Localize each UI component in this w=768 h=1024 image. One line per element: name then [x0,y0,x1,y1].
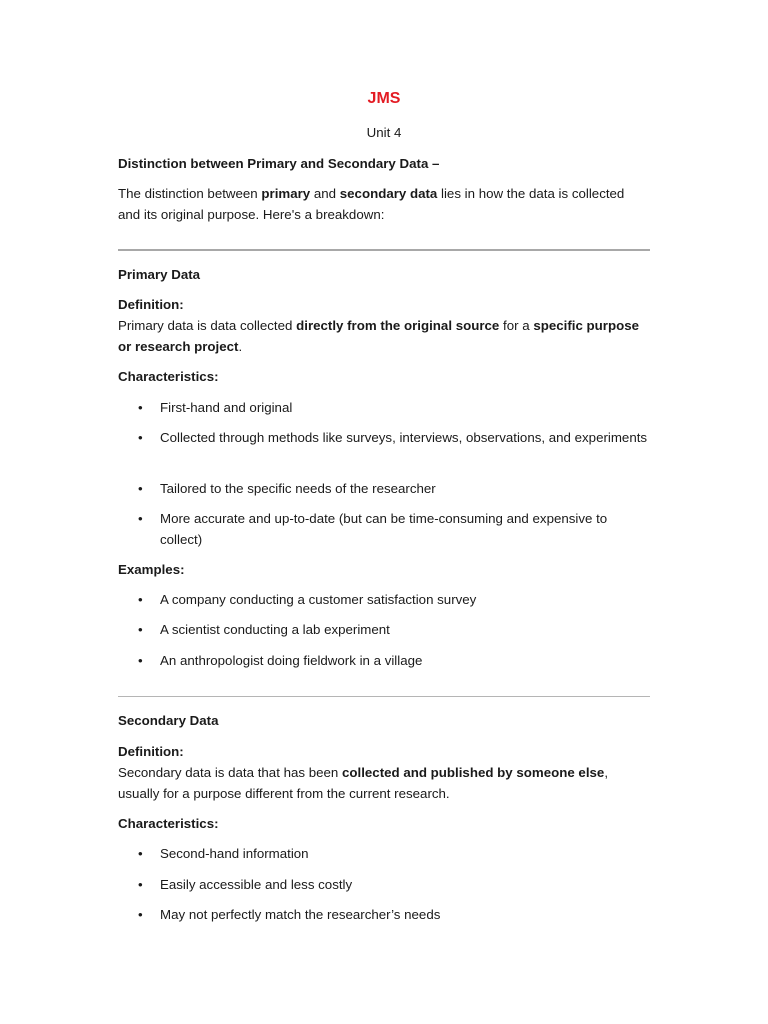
primary-characteristics-list [118,398,650,419]
secondary-data-heading: Secondary Data [118,713,219,728]
bullet-icon: • [138,846,143,861]
list-item: • First-hand and original [118,398,650,419]
secondary-definition-label: Definition: [118,744,184,759]
list-item: • Second-hand information [118,844,650,865]
secondary-definition-text: Secondary data is data that has been collected and published by someone else, usually for a purpose different from the current research. [118,765,609,801]
list-item: • A scientist conducting a lab experiment [118,620,650,641]
list-item: • An anthropologist doing fieldwork in a village [118,651,650,672]
divider [118,249,650,251]
section-heading: Distinction between Primary and Secondary Data – [118,156,440,171]
primary-examples-list [118,590,650,611]
bullet-icon: • [138,653,143,668]
bullet-icon: • [138,511,143,526]
bullet-icon: • [138,481,143,496]
bullet-icon: • [138,592,143,607]
bullet-icon: • [138,907,143,922]
primary-characteristics-label: Characteristics: [118,369,219,384]
primary-examples-label: Examples: [118,562,185,577]
list-item: • More accurate and up-to-date (but can be time-consuming and expensive to collect) [138,511,608,547]
primary-characteristics-list [118,479,650,500]
list-item: • Collected through methods like surveys, interviews, observations, and experiments [118,428,650,449]
secondary-characteristics-list [118,844,650,865]
primary-definition-label: Definition: [118,297,184,312]
primary-characteristics-list [118,428,650,449]
list-item: • A company conducting a customer satisfaction survey [118,590,650,611]
bullet-icon: • [138,877,143,892]
secondary-characteristics-list [118,875,650,896]
primary-data-heading: Primary Data [118,267,201,282]
bullet-icon: • [138,400,143,415]
primary-examples-list [118,620,650,641]
secondary-characteristics-list [118,905,650,926]
bullet-icon: • [138,622,143,637]
list-item: • Easily accessible and less costly [118,875,650,896]
primary-examples-list [118,651,650,672]
list-item: • Tailored to the specific needs of the researcher [118,479,650,500]
list-item: • May not perfectly match the researcher’s needs [118,905,650,926]
intro-paragraph: The distinction between primary and secondary data lies in how the data is collected and its original purpose. Here's a breakdown: [118,186,625,222]
bullet-icon: • [138,430,143,445]
primary-characteristics-list [118,509,650,550]
divider [118,696,650,697]
unit-label: Unit 4 [366,125,402,140]
document-title: JMS [367,90,401,107]
secondary-characteristics-label: Characteristics: [118,816,219,831]
primary-definition-text: Primary data is data collected directly from the original source for a specific purpose or research project. [118,318,639,354]
